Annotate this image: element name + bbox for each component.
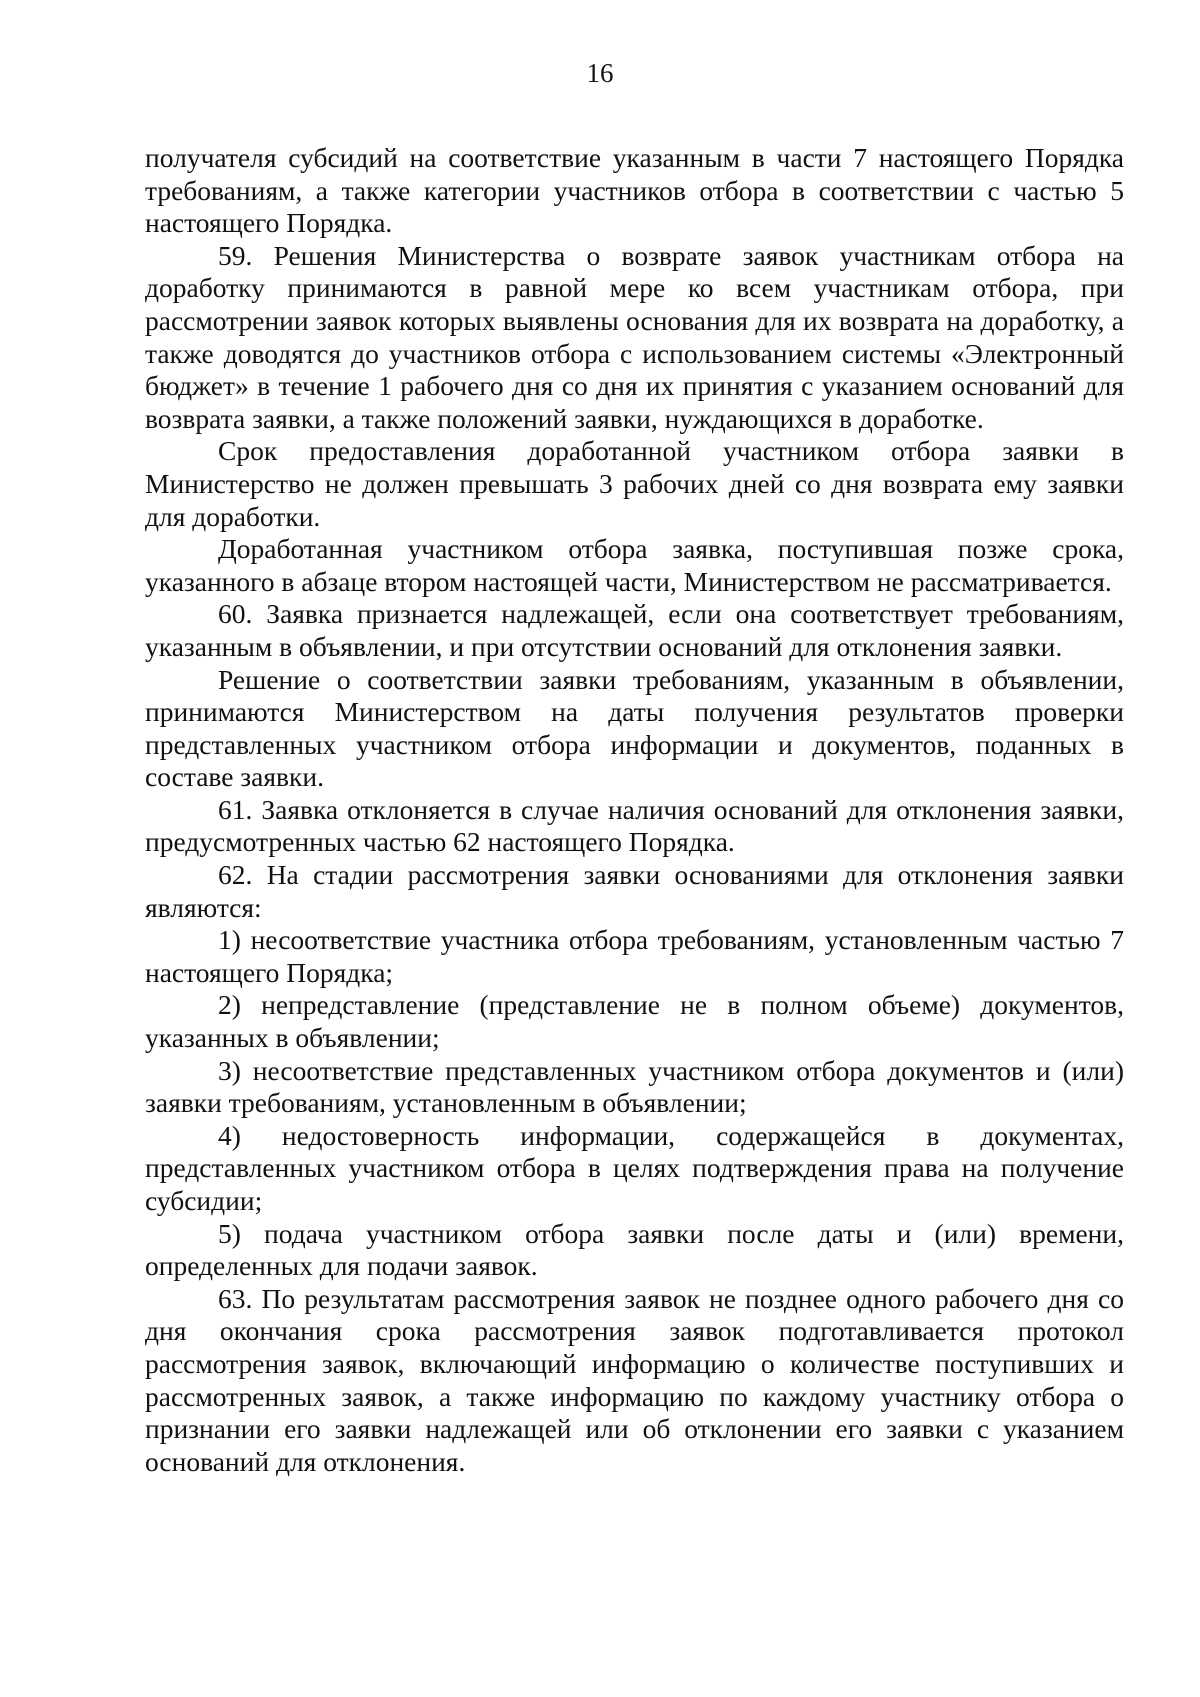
paragraph-59: 59. Решения Министерства о возврате заявок участникам отбора на доработку принимаются в равной мере ко всем участникам отбора, при рассмотрении заявок которых выявлены основания для их возврата на доработку, а также доводятся до участников отбора с использованием системы «Электронный бюджет» в течение 1 рабочего дня со дня их принятия с указанием оснований для возврата заявки, а также положений заявки, нуждающихся в доработке.	[145, 239, 1124, 434]
list-item-1: 1) несоответствие участника отбора требованиям, установленным частью 7 настоящего Порядка;	[145, 924, 1124, 988]
paragraph-62: 62. На стадии рассмотрения заявки основаниями для отклонения заявки являются:	[145, 859, 1124, 923]
list-item-5: 5) подача участником отбора заявки после даты и (или) времени, определенных для подачи заявок.	[145, 1217, 1124, 1282]
paragraph-61: 61. Заявка отклоняется в случае наличия оснований для отклонения заявки, предусмотренных частью 62 настоящего Порядка.	[145, 793, 1124, 858]
paragraph-59-resubmission-deadline: Срок предоставления доработанной участником отбора заявки в Министерство не должен превышать 3 рабочих дней со дня возврата ему заявки для доработки.	[145, 435, 1124, 532]
paragraph-60: 60. Заявка признается надлежащей, если она соответствует требованиям, указанным в объявлении, и при отсутствии оснований для отклонения заявки.	[145, 598, 1124, 662]
paragraph-60-decision: Решение о соответствии заявки требованиям, указанным в объявлении, принимаются Министерством на даты получения результатов проверки представленных участником отбора информации и документов, поданных в составе заявки.	[145, 663, 1124, 793]
page-number: 16	[586, 58, 614, 88]
list-item-2: 2) непредставление (представление не в полном объеме) документов, указанных в объявлении;	[145, 989, 1124, 1054]
paragraph-63: 63. По результатам рассмотрения заявок не позднее одного рабочего дня со дня окончания срока рассмотрения заявок подготавливается протокол рассмотрения заявок, включающий информацию о количестве поступивших и рассмотренных заявок, а также информацию по каждому участнику отбора о признании его заявки надлежащей или об отклонении его заявки с указанием оснований для отклонения.	[145, 1282, 1124, 1477]
document-body	[145, 142, 1124, 1478]
paragraph-59-late-submission: Доработанная участником отбора заявка, поступившая позже срока, указанного в абзаце втором настоящей части, Министерством не рассматривается.	[145, 533, 1124, 597]
list-item-3: 3) несоответствие представленных участником отбора документов и (или) заявки требованиям, установленным в объявлении;	[145, 1054, 1124, 1119]
list-item-4: 4) недостоверность информации, содержащейся в документах, представленных участником отбора в целях подтверждения права на получение субсидии;	[145, 1119, 1124, 1216]
paragraph-continuation: получателя субсидий на соответствие указанным в части 7 настоящего Порядка требованиям, а также категории участников отбора в соответствии с частью 5 настоящего Порядка.	[145, 142, 1124, 239]
